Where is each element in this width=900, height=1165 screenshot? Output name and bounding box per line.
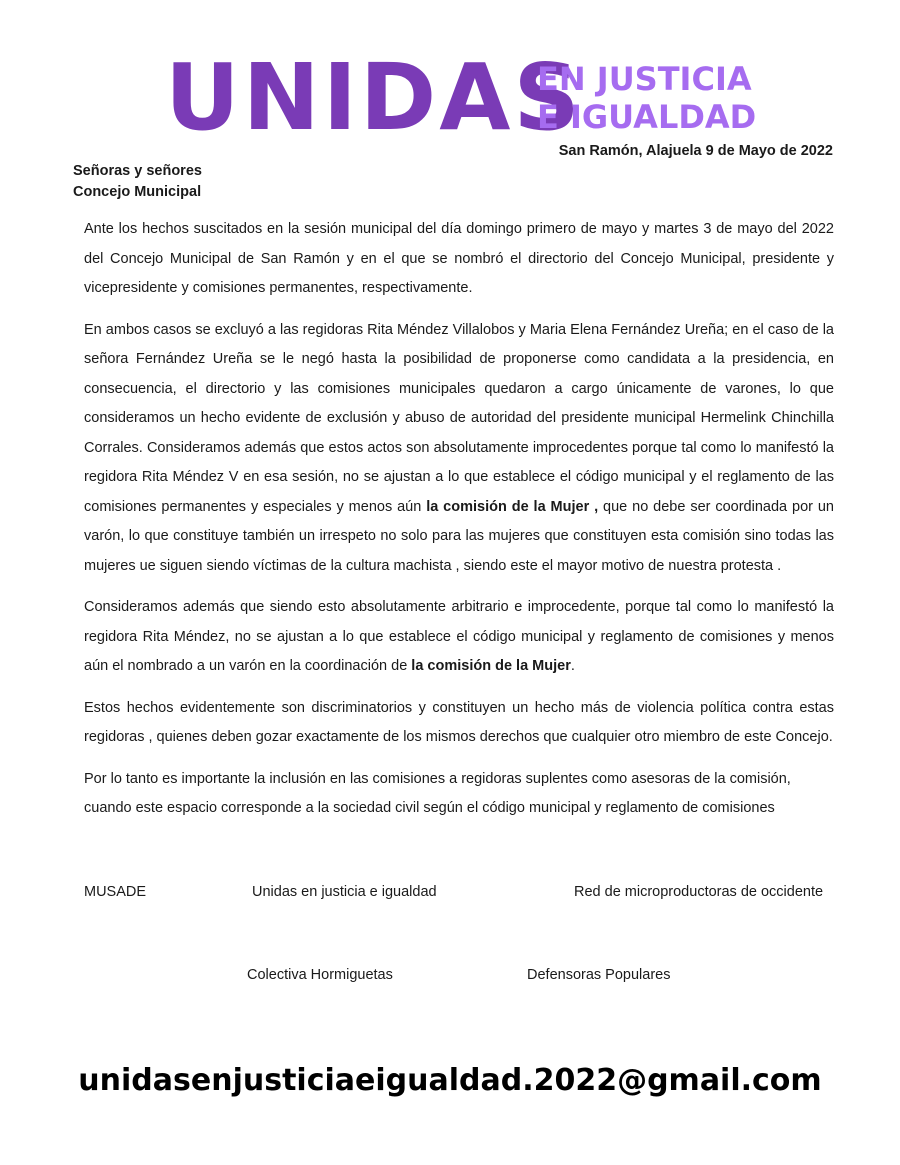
- recipient-block: [73, 161, 202, 203]
- paragraph-2-part-b: que no debe ser coordinada por un varón, lo que constituye también un irrespeto no solo para las mujeres que constituyen esta comisión sino todas las mujeres ue siguen siendo víctimas de la cultura machista , siendo este el mayor motivo de nuestra protesta .: [84, 498, 834, 574]
- paragraph-3: [84, 593, 834, 682]
- signatory-red-microproductoras: Red de microproductoras de occidente: [574, 884, 824, 900]
- recipient-line2: Concejo Municipal: [73, 184, 202, 200]
- paragraph-1: Ante los hechos suscitados en la sesión municipal del día domingo primero de mayo y martes 3 de mayo del 2022 del Concejo Municipal de San Ramón y en el que se nombró el directorio del Concejo Municipal, presidente y vicepresidente y comisiones permanentes, respectivamente.: [84, 221, 834, 296]
- signatory-colectiva-hormiguetas: Colectiva Hormiguetas: [247, 967, 393, 983]
- paragraph-3-bold: la comisión de la Mujer: [411, 658, 571, 674]
- letter-date: San Ramón, Alajuela 9 de Mayo de 2022: [558, 143, 833, 159]
- logo-main-text: UNIDAS: [165, 44, 583, 151]
- contact-email: unidasenjusticiaeigualdad.2022@gmail.com: [78, 1063, 822, 1098]
- paragraph-2-part-a: En ambos casos se excluyó a las regidoras Rita Méndez Villalobos y Maria Elena Fernández Ureña; en el caso de la señora Fernández Ureña se le negó hasta la posibilidad de proponerse como candidata a la presidencia, en consecuencia, el directorio y las comisiones municipales quedaron a cargo únicamente de varones, lo que consideramos un hecho evidente de exclusión y abuso de autoridad del presidente municipal Hermelink Chinchilla Corrales. Consideramos además que estos actos son absolutamente improcedentes porque tal como lo manifestó la regidora Rita Méndez V en esa sesión, no se ajustan a lo que establece el código municipal y el reglamento de las comisiones permanentes y especiales y menos aún: [84, 321, 834, 515]
- paragraph-3-end: .: [570, 658, 575, 674]
- paragraph-5: Por lo tanto es importante la inclusión en las comisiones a regidoras suplentes como asesoras de la comisión, cuando este espacio corresponde a la sociedad civil según el código municipal y reglamento de comisiones: [84, 770, 791, 816]
- paragraph-2: [84, 316, 834, 582]
- letter-body: [84, 215, 834, 835]
- signatory-unidas: Unidas en justicia e igualdad: [252, 884, 437, 900]
- signatory-musade: MUSADE: [84, 884, 147, 900]
- logo-subtitle-line1: EN JUSTICIA: [537, 60, 752, 98]
- paragraph-2-bold: la comisión de la Mujer ,: [426, 498, 599, 515]
- paragraph-4: Estos hechos evidentemente son discriminatorios y constituyen un hecho más de violencia política contra estas regidoras , quienes deben gozar exactamente de los mismos derechos que cualquier otro miembro de este Concejo.: [84, 699, 834, 745]
- signatory-defensoras-populares: Defensoras Populares: [527, 967, 671, 983]
- logo-subtitle-line2: E IGUALDAD: [537, 98, 757, 136]
- recipient-line1: Señoras y señores: [73, 163, 202, 179]
- paragraph-3-part-a: Consideramos además que siendo esto absolutamente arbitrario e improcedente, porque tal como lo manifestó la regidora Rita Méndez, no se ajustan a lo que establece el código municipal y reglamento de comisiones y menos aún el nombrado a un varón en la coordinación de: [84, 599, 834, 674]
- logo-subtitle: [537, 60, 756, 136]
